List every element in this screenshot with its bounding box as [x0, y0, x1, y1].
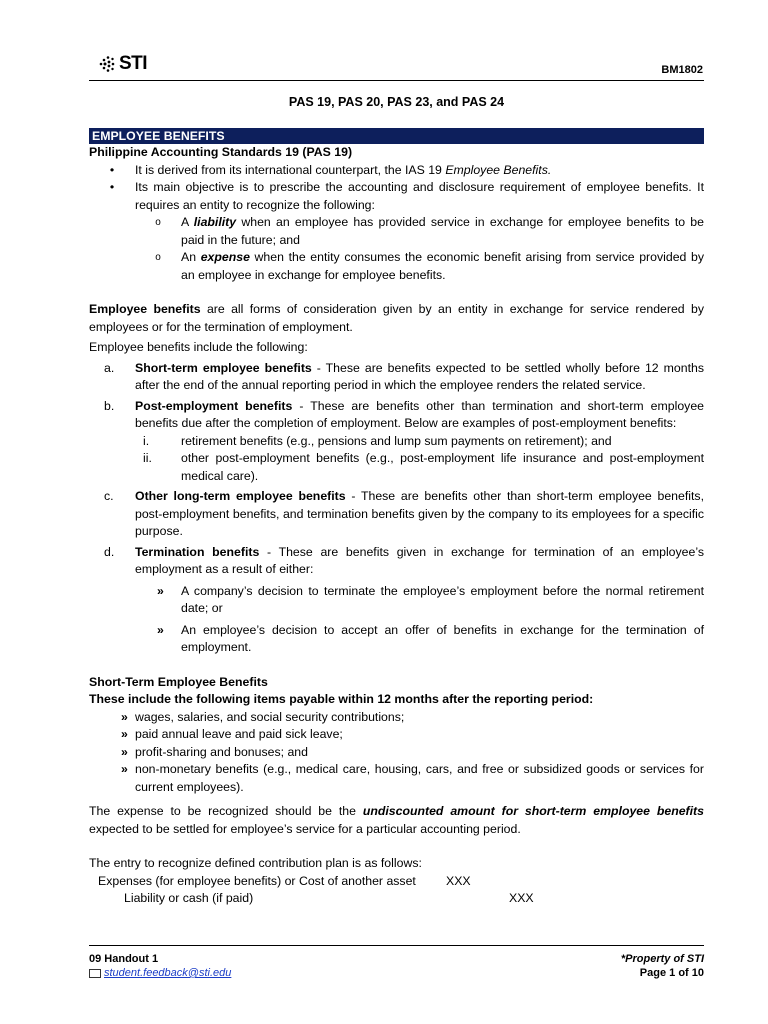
- short-term-heading: Short-Term Employee Benefits: [89, 674, 268, 689]
- chevron-bullet-icon: »: [121, 727, 128, 741]
- sti-logo: [97, 53, 147, 75]
- short-term-item: » non-monetary benefits (e.g., medical care, housing, cars, and free or subsidized goods or services for current employees).: [89, 761, 704, 796]
- header-rule: [89, 80, 704, 81]
- chevron-bullet-icon: »: [121, 709, 128, 724]
- feedback-email-link[interactable]: student.feedback@sti.edu: [104, 967, 232, 979]
- benefit-item: b. Post-employment benefits - These are benefits other than termination and short-term employee benefits due after the completion of employment. Below are examples of post-employment benefits:: [104, 398, 704, 430]
- document-title: PAS 19, PAS 20, PAS 23, and PAS 24: [288, 95, 505, 109]
- definition-paragraph: Employee benefits are all forms of consideration given by an entity in exchange for service rendered by employees or for the termination of employment.: [89, 302, 704, 334]
- journal-entry-debit: [89, 873, 704, 891]
- benefit-item: c. Other long-term employee benefits - These are benefits other than short-term employee benefits, post-employment benefits, and termination benefits given by the company to its employees for a specific purpose.: [104, 489, 704, 538]
- chevron-bullet-icon: »: [121, 762, 128, 776]
- termination-cause: » A company’s decision to terminate the employee’s employment before the normal retirement date; or: [89, 583, 704, 618]
- benefits-intro: Employee benefits include the following:: [89, 340, 308, 354]
- benefit-item: d. Termination benefits - These are benefits given in exchange for termination of an employee’s employment as a result of either:: [104, 544, 704, 576]
- bullet-item: • Its main objective is to prescribe the accounting and disclosure requirement of employee benefits. It requires an entity to recognize the following:: [89, 179, 704, 214]
- termination-cause: » An employee’s decision to accept an offer of benefits in exchange for the termination of employment.: [89, 622, 704, 657]
- credit-amount: XXX: [509, 891, 534, 905]
- debit-amount: XXX: [446, 873, 471, 888]
- sub-bullet-item: o An expense when the entity consumes the economic benefit arising from service provided by an employee in exchange for employee benefits.: [89, 249, 704, 284]
- chevron-bullet-icon: »: [121, 744, 128, 759]
- section-bar: EMPLOYEE BENEFITS: [89, 128, 704, 144]
- sti-logo-mark-icon: [97, 54, 117, 74]
- document-code: BM1802: [661, 64, 703, 76]
- footer-left: [89, 952, 231, 980]
- sub-bullet-item: o A liability when an employee has provided service in exchange for employee benefits to be paid in the future; and: [89, 214, 704, 249]
- expense-paragraph: The expense to be recognized should be the undiscounted amount for short-term employee benefits expected to be settled for employee’s service for a particular accounting period.: [89, 804, 704, 836]
- page-number: Page 1 of 10: [639, 967, 704, 979]
- post-employment-example: i. retirement benefits (e.g., pensions and lump sum payments on retirement); and: [143, 433, 612, 448]
- document-body: [89, 128, 704, 908]
- chevron-bullet-icon: »: [157, 622, 164, 637]
- handout-label: 09 Handout 1: [89, 953, 159, 965]
- section-subheading: Philippine Accounting Standards 19 (PAS 19): [89, 145, 353, 159]
- logo-text: STI: [119, 53, 148, 75]
- journal-entry-credit: [89, 890, 704, 908]
- chevron-bullet-icon: »: [157, 583, 164, 598]
- circle-bullet-icon: o: [155, 252, 161, 263]
- bullet-item: • It is derived from its international counterpart, the IAS 19 Employee Benefits.: [89, 162, 704, 180]
- footer-right: [621, 952, 704, 980]
- benefit-item: a. Short-term employee benefits - These are benefits expected to be settled wholly before 12 months after the end of the annual reporting period in which the employee renders the related service.: [104, 360, 704, 392]
- bullet-icon: •: [109, 162, 115, 177]
- short-term-item: » wages, salaries, and social security contributions;: [89, 709, 704, 727]
- post-employment-example: ii. other post-employment benefits (e.g., post-employment life insurance and post-employment medical care).: [143, 451, 704, 483]
- footer-rule: [89, 945, 704, 946]
- bullet-icon: •: [109, 180, 115, 194]
- short-term-item: » profit-sharing and bonuses; and: [89, 744, 704, 762]
- short-term-intro: These include the following items payable within 12 months after the reporting period:: [89, 692, 594, 706]
- entry-intro: The entry to recognize defined contribution plan is as follows:: [89, 856, 422, 870]
- circle-bullet-icon: o: [155, 217, 161, 228]
- envelope-icon: [89, 969, 101, 978]
- short-term-item: » paid annual leave and paid sick leave;: [89, 726, 704, 744]
- credit-label: Liability or cash (if paid): [124, 891, 254, 905]
- debit-label: Expenses (for employee benefits) or Cost of another asset: [98, 873, 416, 888]
- property-label: *Property of STI: [620, 953, 704, 965]
